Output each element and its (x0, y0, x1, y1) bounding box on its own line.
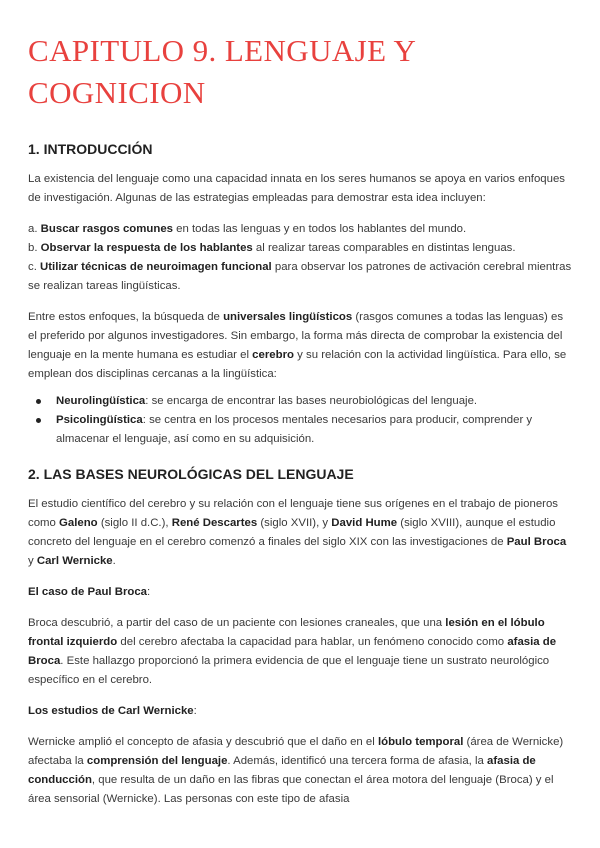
universals-paragraph: Entre estos enfoques, la búsqueda de universales lingüísticos (rasgos comunes a todas las lenguas) es el preferido por algunos investigadores. Sin embargo, la forma más directa de comprobar la existencia del lenguaje en la mente humana es estudiar el cerebro y su relación con la actividad lingüística. Para ello, se emplean dos disciplinas cercanas a la lingüística: (28, 311, 567, 380)
subheading-wernicke: Los estudios de Carl Wernicke: (28, 705, 197, 717)
strategy-item-a: a. Buscar rasgos comunes en todas las lenguas y en todos los hablantes del mundo. (28, 223, 467, 235)
page-title (28, 0, 572, 114)
list-item: Psicolingüística: se centra en los procesos mentales necesarios para producir, comprender y almacenar el lenguaje, así como en su adquisición. (56, 411, 572, 449)
wernicke-paragraph: Wernicke amplió el concepto de afasia y descubrió que el daño en el lóbulo temporal (área de Wernicke) afectaba la comprensión del lenguaje. Además, identificó una tercera forma de afasia, la afasia de conducción, que resulta de un daño en las fibras que conectan el área motora del lenguaje (Broca) y el área sensorial (Wernicke). Las personas con este tipo de afasia (28, 736, 564, 805)
strategy-item-b: b. Observar la respuesta de los hablantes al realizar tareas comparables en distintas lenguas. (28, 242, 516, 254)
intro-paragraph: La existencia del lenguaje como una capacidad innata en los seres humanos se apoya en varios enfoques de investigación. Algunas de las estrategias empleadas para demostrar esta idea incluyen: (28, 173, 565, 204)
bullet-dot-icon (36, 418, 41, 423)
section-heading-introduccion: 1. INTRODUCCIÓN (28, 141, 153, 157)
section-heading-bases-neurologicas: 2. LAS BASES NEUROLÓGICAS DEL LENGUAJE (28, 466, 354, 482)
broca-paragraph: Broca descubrió, a partir del caso de un paciente con lesiones craneales, que una lesión en el lóbulo frontal izquierdo del cerebro afectaba la capacidad para hablar, un fenómeno conocido como afasia de Broca. Este hallazgo proporcionó la primera evidencia de que el lenguaje tiene un sustrato neurológico específico en el cerebro. (28, 617, 557, 686)
disciplines-list (28, 392, 572, 449)
title-line-1: CAPITULO 9. LENGUAJE Y (28, 33, 417, 68)
subheading-broca: El caso de Paul Broca: (28, 586, 151, 598)
history-paragraph: El estudio científico del cerebro y su relación con el lenguaje tiene sus orígenes en el trabajo de pioneros como Galeno (siglo II d.C.), René Descartes (siglo XVII), y David Hume (siglo XVIII), aunque el estudio concreto del lenguaje en el cerebro comenzó a finales del siglo XIX con las investigaciones de Paul Broca y Carl Wernicke. (28, 498, 567, 567)
list-item: Neurolingüística: se encarga de encontrar las bases neurobiológicas del lenguaje. (56, 392, 572, 411)
bullet-dot-icon (36, 399, 41, 404)
strategies-list (28, 220, 572, 296)
title-line-2: COGNICION (28, 75, 206, 110)
strategy-item-c: c. Utilizar técnicas de neuroimagen funcional para observar los patrones de activación cerebral mientras se realizan tareas lingüísticas. (28, 261, 572, 292)
